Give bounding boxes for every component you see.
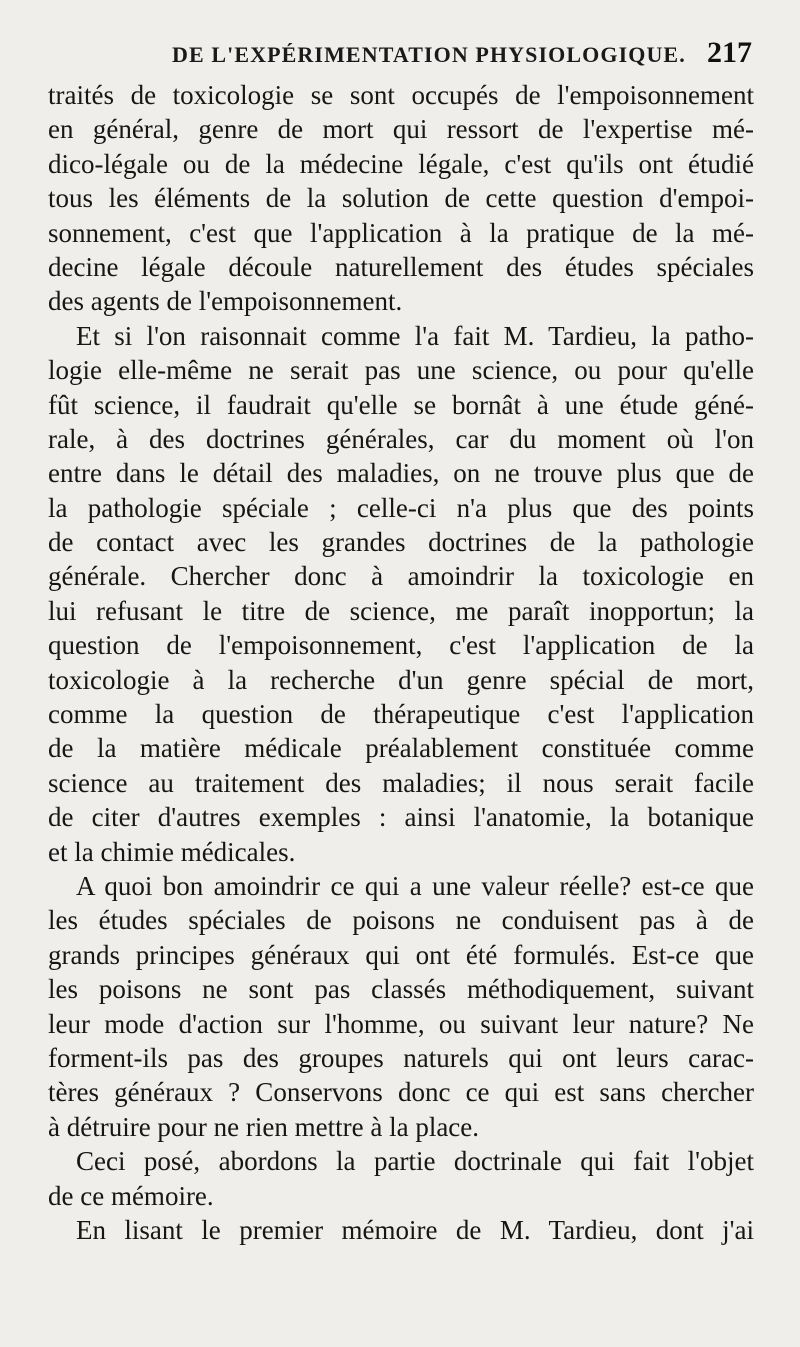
text-line: Et si l'on raisonnait comme l'a fait M. Tardieu, la patho- bbox=[76, 320, 754, 351]
text-line: dico-légale ou de la médecine légale, c'est qu'ils ont étudié bbox=[48, 148, 754, 179]
text-line: des agents de l'empoisonnement. bbox=[48, 286, 403, 317]
text-line: sonnement, c'est que l'application à la pratique de la mé- bbox=[48, 217, 754, 248]
text-line: Ceci posé, abordons la partie doctrinale qui fait l'objet bbox=[76, 1146, 754, 1177]
text-line: générale. Chercher donc à amoindrir la toxicologie en bbox=[48, 561, 754, 592]
text-line: traités de toxicologie se sont occupés de l'empoisonnement bbox=[48, 80, 754, 110]
text-line: toxicologie à la recherche d'un genre spécial de mort, bbox=[48, 664, 754, 695]
text-line: decine légale découle naturellement des études spéciales bbox=[48, 251, 754, 282]
page-number: 217 bbox=[707, 36, 752, 69]
page-header bbox=[0, 36, 800, 76]
text-line: en général, genre de mort qui ressort de l'expertise mé- bbox=[48, 114, 754, 145]
text-line: de contact avec les grandes doctrines de la pathologie bbox=[48, 527, 754, 558]
text-line: tous les éléments de la solution de cette question d'empoi- bbox=[48, 183, 754, 214]
text-line: entre dans le détail des maladies, on ne trouve plus que de bbox=[48, 458, 754, 489]
text-line: logie elle-même ne serait pas une science, ou pour qu'elle bbox=[48, 355, 754, 386]
text-line: grands principes généraux qui ont été formulés. Est-ce que bbox=[48, 939, 754, 970]
text-line: science au traitement des maladies; il nous serait facile bbox=[48, 767, 754, 798]
text-line: rale, à des doctrines générales, car du moment où l'on bbox=[48, 423, 754, 454]
text-line: de la matière médicale préalablement constituée comme bbox=[48, 733, 754, 764]
text-line: fût science, il faudrait qu'elle se bornât à une étude géné- bbox=[48, 389, 754, 420]
running-head: DE L'EXPÉRIMENTATION PHYSIOLOGIQUE. bbox=[172, 42, 686, 67]
text-line: les études spéciales de poisons ne conduisent pas à de bbox=[48, 905, 754, 936]
text-line: de citer d'autres exemples : ainsi l'anatomie, la botanique bbox=[48, 802, 754, 833]
text-line: question de l'empoisonnement, c'est l'application de la bbox=[48, 630, 754, 661]
text-line: tères généraux ? Conservons donc ce qui est sans chercher bbox=[48, 1077, 754, 1108]
text-line: de ce mémoire. bbox=[48, 1180, 214, 1211]
text-line: En lisant le premier mémoire de M. Tardieu, dont j'ai bbox=[76, 1214, 754, 1245]
text-line: les poisons ne sont pas classés méthodiquement, suivant bbox=[48, 974, 754, 1005]
body-text bbox=[48, 78, 754, 1247]
text-line: forment-ils pas des groupes naturels qui ont leurs carac- bbox=[48, 1042, 754, 1073]
text-line: leur mode d'action sur l'homme, ou suivant leur nature? Ne bbox=[48, 1008, 754, 1039]
text-line: lui refusant le titre de science, me paraît inopportun; la bbox=[48, 595, 754, 626]
text-line: A quoi bon amoindrir ce qui a une valeur réelle? est-ce que bbox=[76, 870, 754, 901]
text-line: et la chimie médicales. bbox=[48, 836, 296, 867]
text-line: à détruire pour ne rien mettre à la place. bbox=[48, 1111, 480, 1142]
text-line: la pathologie spéciale ; celle-ci n'a plus que des points bbox=[48, 492, 754, 523]
text-line: comme la question de thérapeutique c'est l'application bbox=[48, 699, 754, 730]
